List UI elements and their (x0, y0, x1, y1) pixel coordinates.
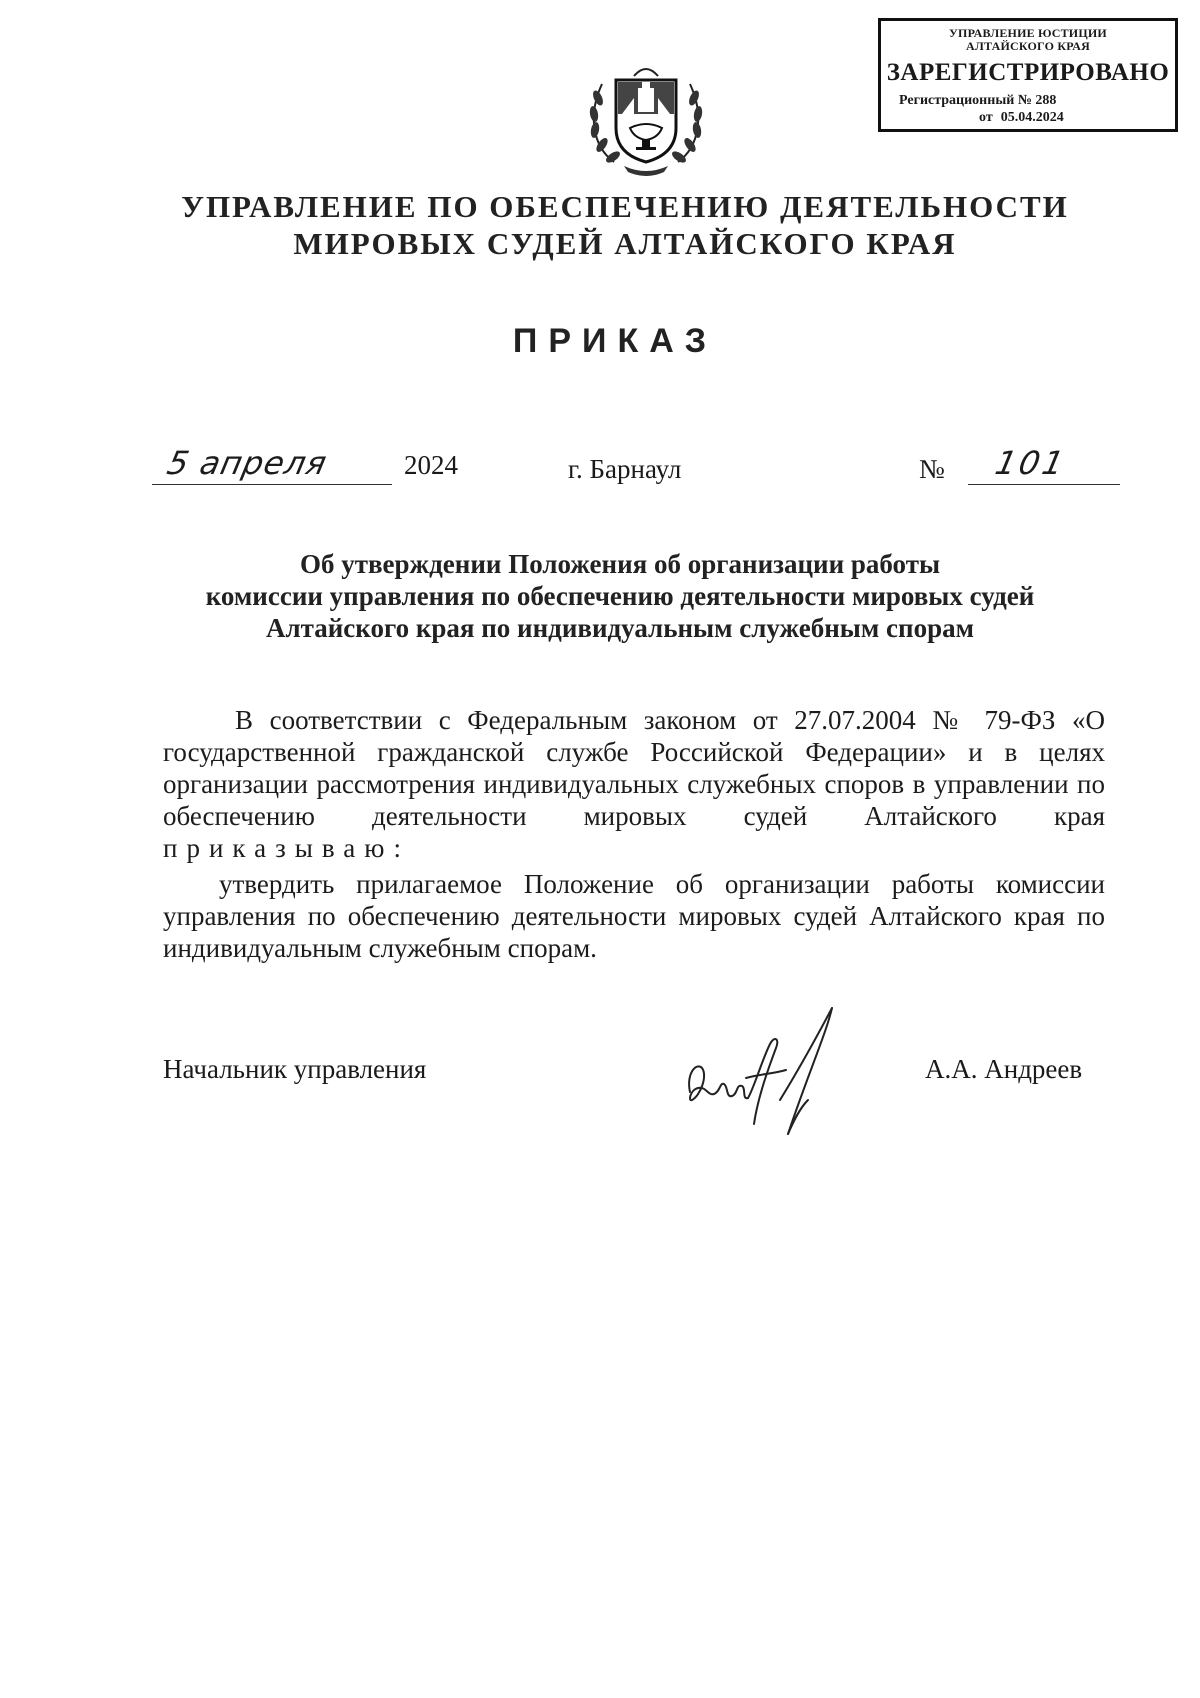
stamp-title: ЗАРЕГИСТРИРОВАНО (886, 59, 1170, 86)
stamp-date (979, 110, 1064, 126)
agency-name-line2: МИРОВЫХ СУДЕЙ АЛТАЙСКОГО КРАЯ (293, 226, 957, 261)
number-sign: № (919, 454, 945, 484)
stamp-organization (881, 27, 1175, 53)
number-underline (968, 484, 1120, 485)
subject-line1: Об утверждении Положения об организации работы (299, 549, 941, 579)
body-paragraph-2: утвердить прилагаемое Положение об организации работы комиссии управления по обеспечению деятельности мировых судей Алтайского края по индивидуальным служебным спорам. (163, 869, 1105, 963)
document-type: ПРИКАЗ (512, 322, 718, 360)
subject-line2: комиссии управления по обеспечению деятельности мировых судей (205, 581, 1035, 611)
document-subject (0, 548, 1200, 644)
registration-stamp (878, 18, 1178, 132)
city: г. Барнаул (568, 454, 682, 484)
stamp-reg-number: Регистрационный № 288 (899, 93, 1057, 108)
stamp-date-label: от (979, 110, 993, 125)
stamp-org-line2: АЛТАЙСКОГО КРАЯ (966, 39, 1090, 53)
altai-krai-coat-of-arms-icon (584, 58, 708, 178)
handwritten-date: 5 апреля (163, 444, 331, 482)
subject-line3: Алтайского края по индивидуальным служебным спорам (266, 613, 974, 643)
preamble-text: В соответствии с Федеральным законом от 27.07.2004 № 79-ФЗ «О государственной гражданской службе Российской Федерации» и в целях организации рассмотрения индивидуальных служебных споров в управлении по обеспечению деятельности мировых судей Алтайского края (163, 705, 1105, 831)
agency-name (0, 188, 1200, 262)
order-word: приказываю: (163, 833, 410, 863)
handwritten-signature-icon (676, 1004, 856, 1138)
stamp-date-value: 05.04.2024 (1000, 110, 1064, 125)
date-year: 2024 (404, 450, 458, 480)
agency-name-line1: УПРАВЛЕНИЕ ПО ОБЕСПЕЧЕНИЮ ДЕЯТЕЛЬНОСТИ (181, 189, 1069, 224)
document-meta-row (0, 444, 1200, 494)
handwritten-number: 101 (991, 444, 1071, 482)
stamp-org-line1: УПРАВЛЕНИЕ ЮСТИЦИИ (949, 26, 1107, 40)
date-underline (152, 484, 392, 485)
body-paragraph-1 (163, 704, 1105, 864)
signatory-title: Начальник управления (163, 1054, 427, 1084)
signatory-name: А.А. Андреев (925, 1054, 1083, 1084)
